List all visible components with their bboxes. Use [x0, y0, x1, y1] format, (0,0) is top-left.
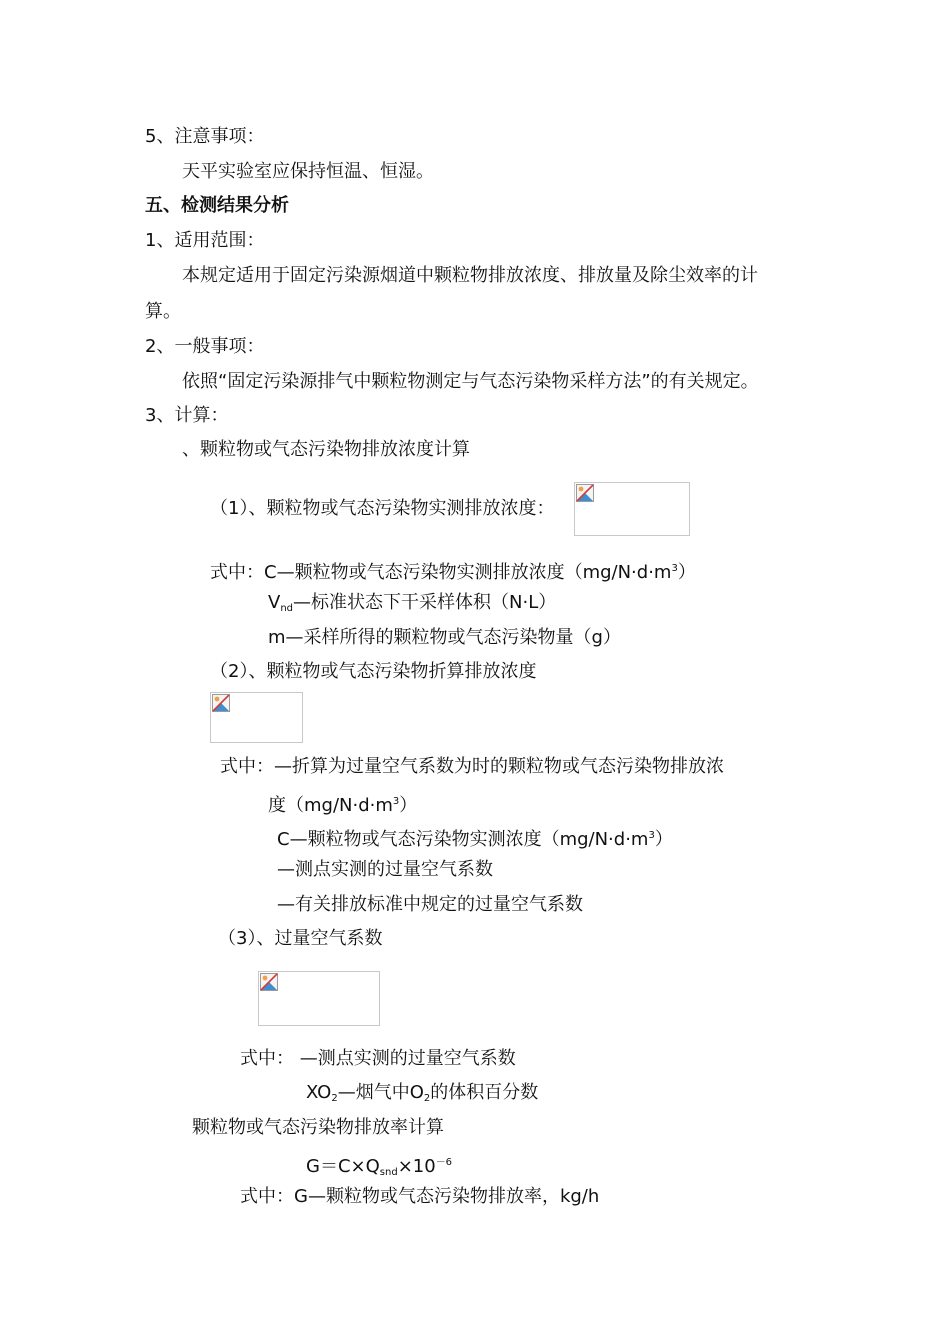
formula-image-3 [258, 971, 380, 1026]
superscript: 3 [392, 796, 400, 807]
vnd-subscript: nd [280, 603, 294, 614]
calc-heading: 、颗粒物或气态污染物排放浓度计算 [182, 439, 470, 460]
where-vnd-line [268, 591, 556, 621]
where-c-text: 式中：C—颗粒物或气态污染物实测排放浓度（mg/N·d·m [210, 562, 672, 583]
item-3-heading: （3）、过量空气系数 [218, 928, 383, 949]
formula-image-2 [210, 692, 303, 743]
where-c-close: ） [677, 562, 696, 583]
paragraph-balance-room: 天平实验室应保持恒温、恒湿。 [182, 161, 434, 182]
where-xo2-line [306, 1081, 538, 1111]
where-alpha-line: 式中： —测点实测的过量空气系数 [240, 1048, 516, 1069]
superscript: 3 [648, 830, 655, 841]
subsection-3-heading: 3、计算： [145, 405, 229, 426]
item-1-heading: （1）、颗粒物或气态污染物实测排放浓度： [210, 498, 555, 519]
where-c-measured-line [277, 824, 673, 852]
where-m-line: m—采样所得的颗粒物或气态污染物量（g） [268, 627, 621, 648]
xo2-desc: —烟气中O [337, 1082, 424, 1103]
formula-part-b: ×10 [397, 1156, 436, 1177]
where-alpha-measured-line: —测点实测的过量空气系数 [277, 859, 493, 880]
where-converted-line1: 式中：—折算为过量空气系数为时的颗粒物或气态污染物排放浓 [220, 756, 724, 777]
emission-rate-heading: 颗粒物或气态污染物排放率计算 [192, 1117, 444, 1138]
emission-rate-formula [306, 1151, 452, 1185]
section-5-heading: 5、注意事项： [145, 126, 265, 147]
subscript: snd [379, 1167, 398, 1178]
formula-part-a: G＝C×Q [306, 1156, 380, 1177]
subscript: 2 [423, 1093, 431, 1104]
xo2-desc-end: 的体积百分数 [430, 1082, 539, 1103]
superscript: －6 [435, 1157, 453, 1168]
where-alpha-standard-line: —有关排放标准中规定的过量空气系数 [277, 894, 583, 915]
vnd-symbol: V [268, 592, 281, 613]
chapter-5-heading: 五、检测结果分析 [145, 195, 289, 216]
subscript: 2 [331, 1093, 338, 1104]
c-measured-close: ） [654, 829, 673, 850]
scope-paragraph-line1: 本规定适用于固定污染源烟道中颗粒物排放浓度、排放量及除尘效率的计 [182, 265, 758, 286]
vnd-desc: —标准状态下干采样体积（N·L） [293, 592, 557, 613]
scope-paragraph-line2: 算。 [145, 301, 181, 322]
unit-text: 度（mg/N·d·m [268, 795, 393, 816]
subsection-1-heading: 1、适用范围： [145, 230, 265, 251]
broken-image-icon [260, 973, 278, 991]
general-paragraph: 依照“固定污染源排气中颗粒物测定与气态污染物采样方法”的有关规定。 [182, 371, 759, 392]
formula-image-1 [574, 482, 690, 536]
where-c-line [210, 557, 696, 585]
item-2-heading: （2）、颗粒物或气态污染物折算排放浓度 [210, 661, 537, 682]
broken-image-icon [576, 484, 594, 502]
c-measured-text: C—颗粒物或气态污染物实测浓度（mg/N·d·m [277, 829, 649, 850]
where-converted-line2 [268, 790, 417, 818]
where-g-line: 式中：G—颗粒物或气态污染物排放率，kg/h [240, 1186, 600, 1207]
broken-image-icon [212, 694, 230, 712]
superscript: 3 [671, 563, 678, 574]
xo2-symbol: XO [306, 1082, 332, 1103]
unit-close: ） [399, 795, 418, 816]
subsection-2-heading: 2、一般事项： [145, 336, 265, 357]
